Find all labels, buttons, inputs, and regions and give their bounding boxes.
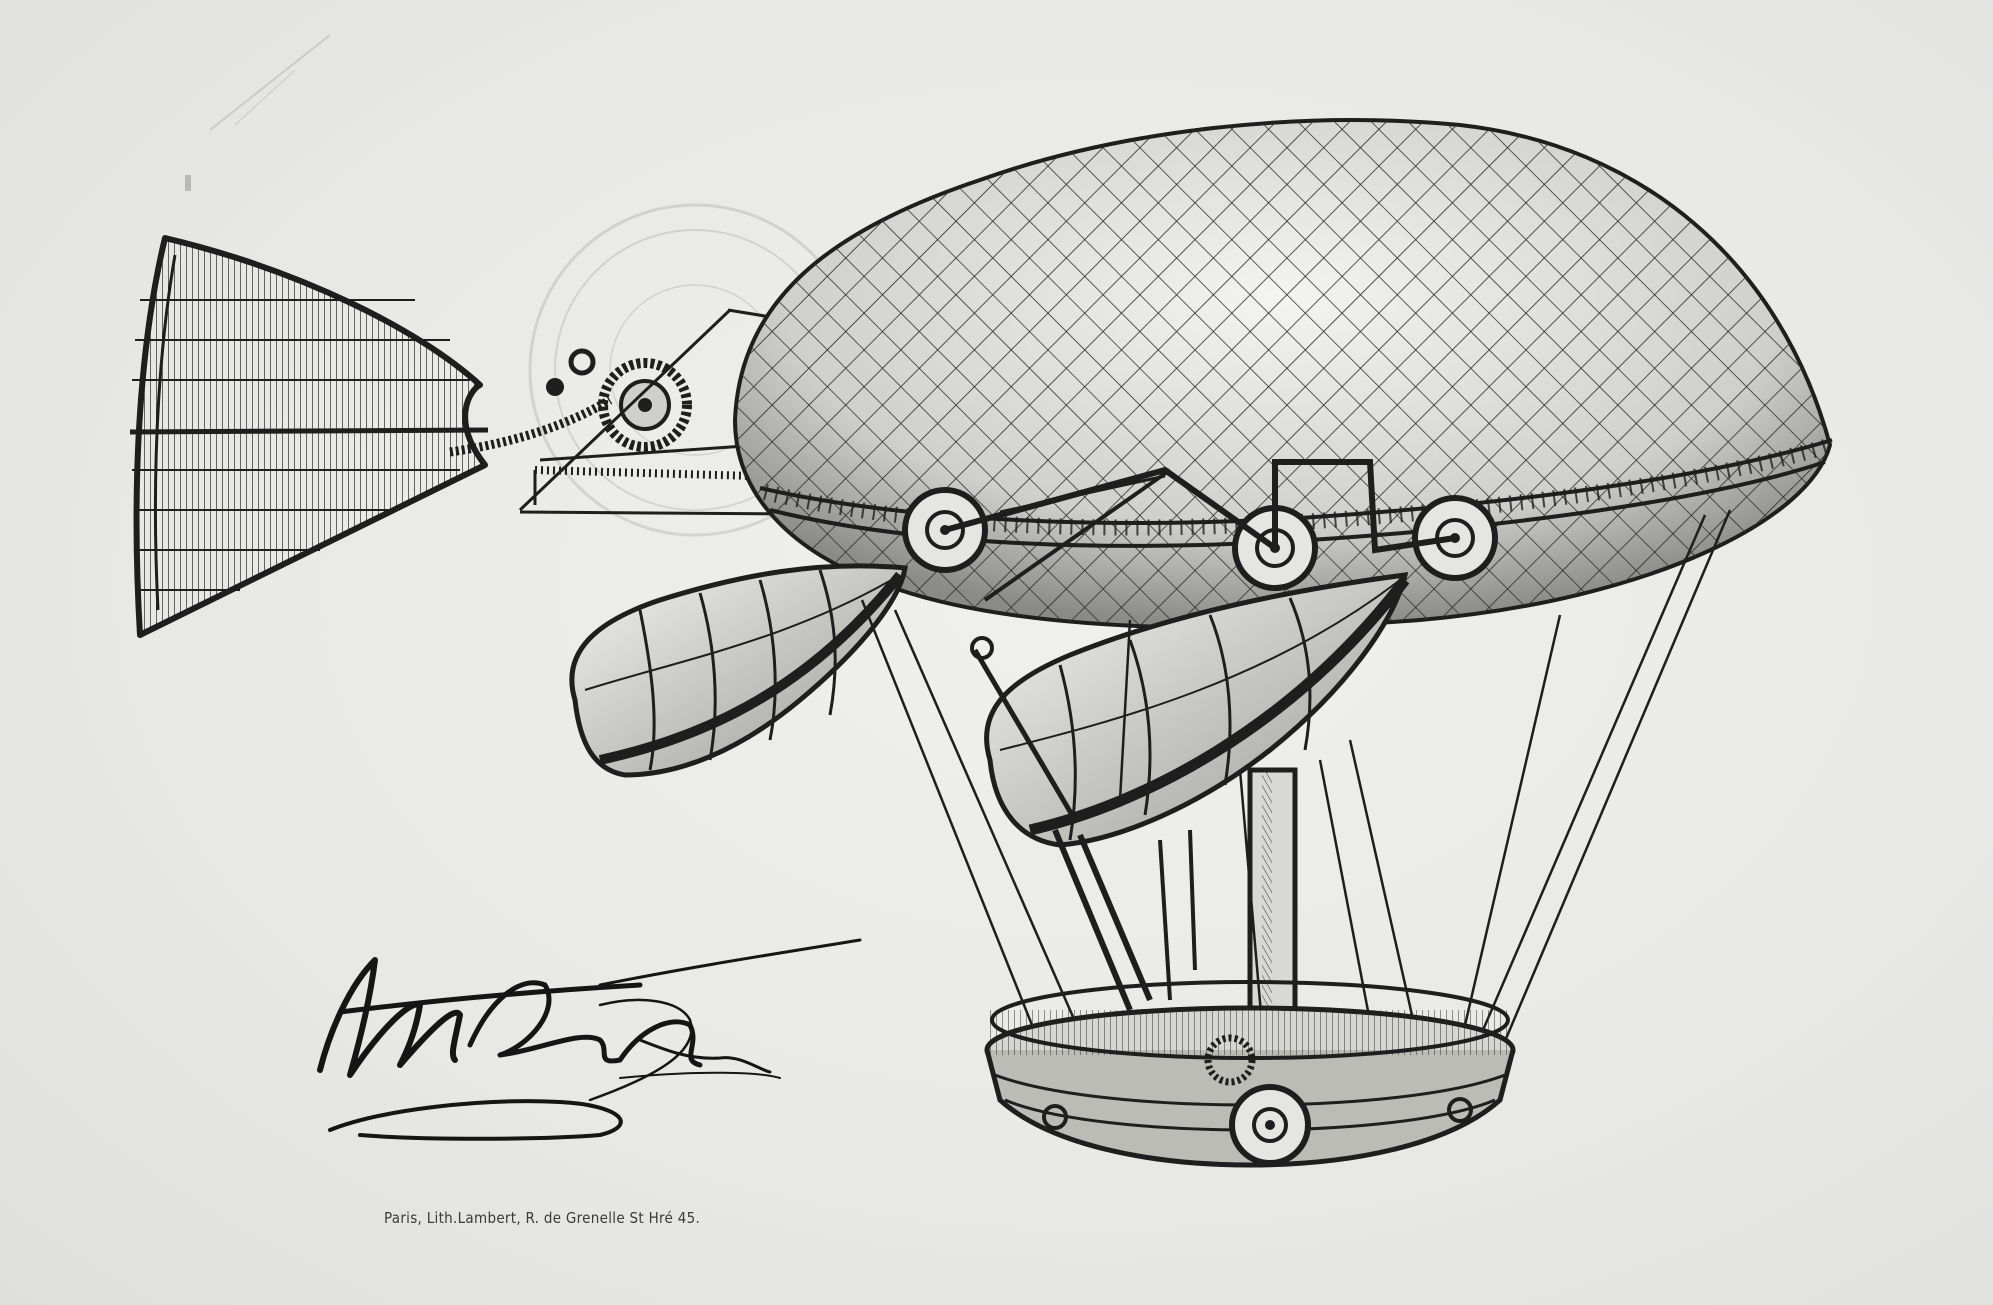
paper-marks: [185, 35, 330, 191]
rudder: [130, 238, 488, 635]
paddle-fin-left: [572, 566, 905, 775]
signature: [320, 940, 860, 1139]
gondola: [987, 982, 1513, 1165]
printer-imprint: Paris, Lith.Lambert, R. de Grenelle St Hré 45.: [384, 1209, 701, 1227]
